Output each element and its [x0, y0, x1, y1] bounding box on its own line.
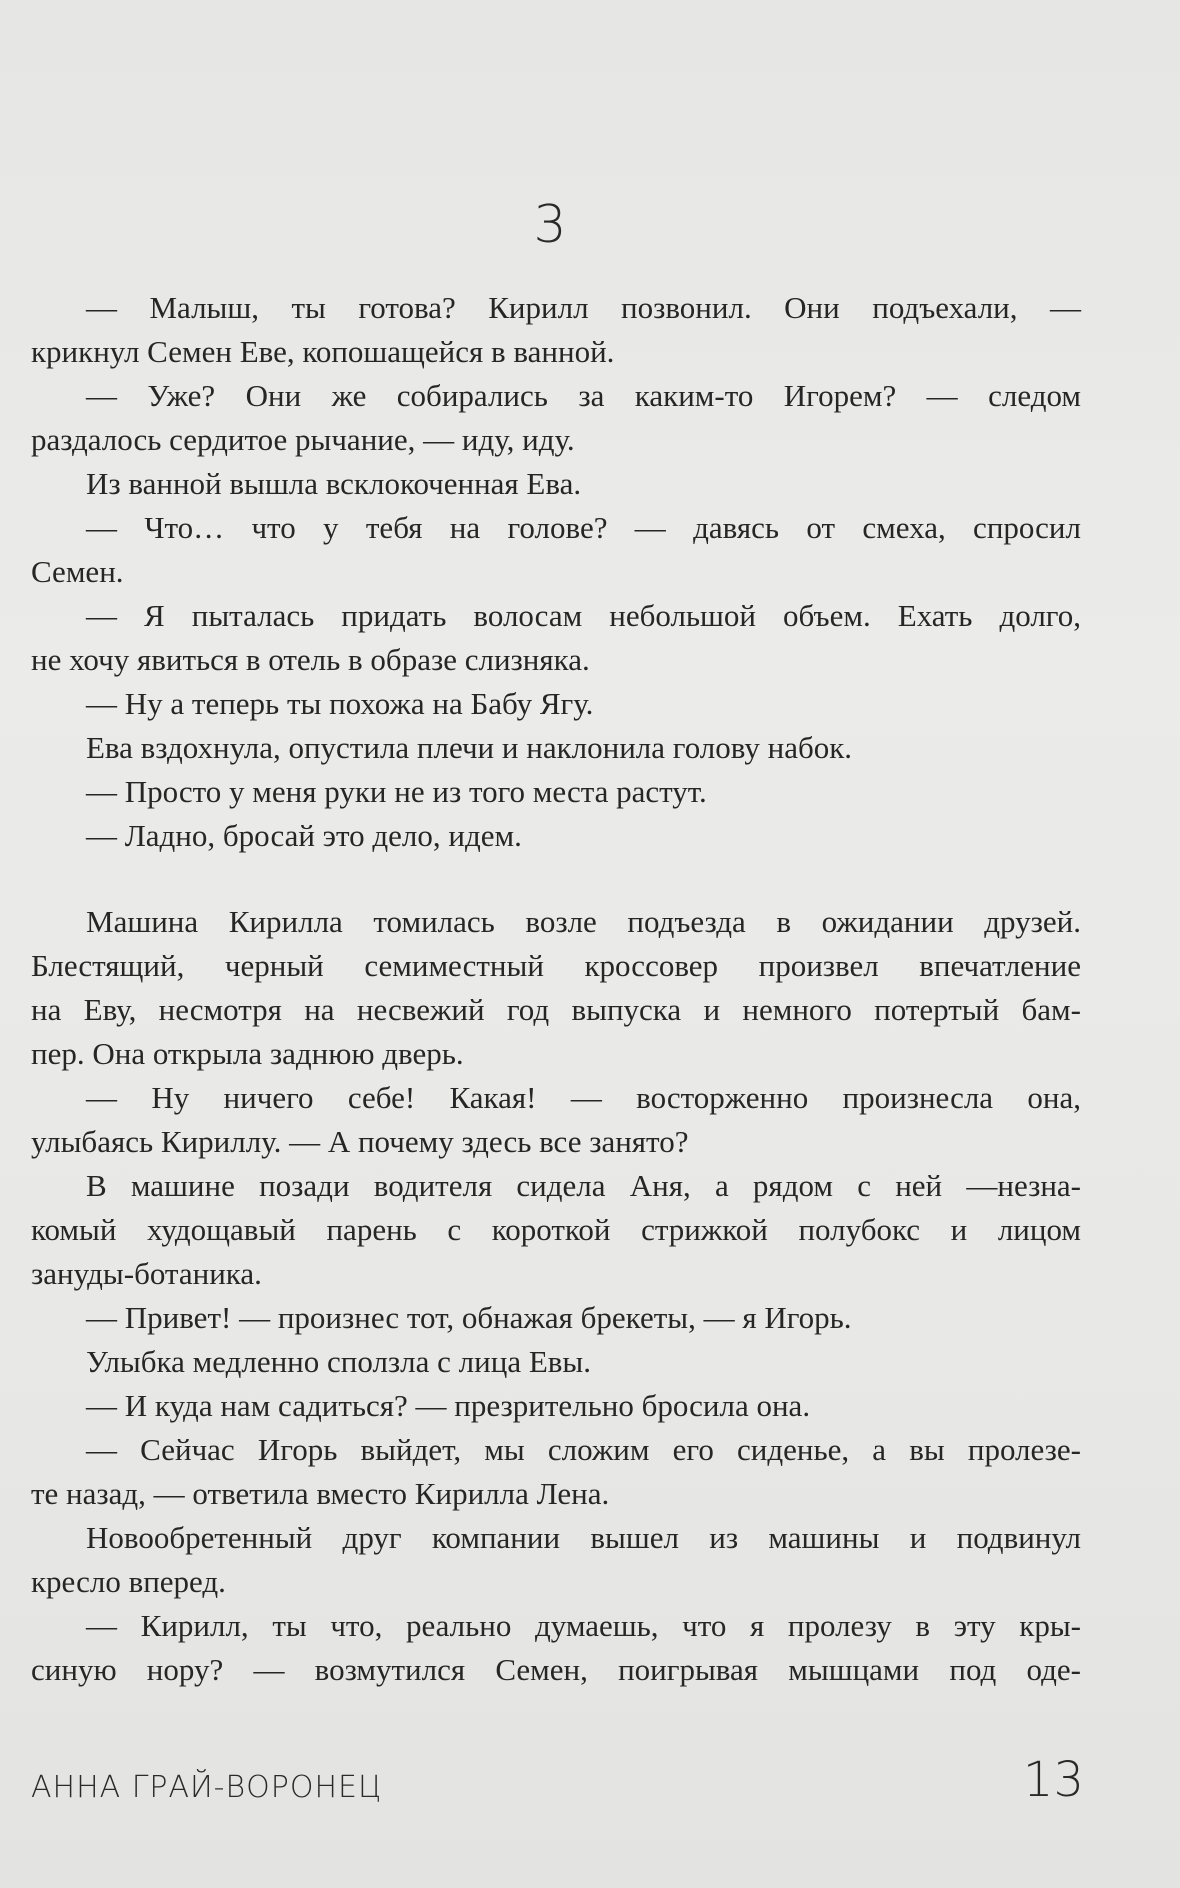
page-number: 13: [1022, 1752, 1084, 1808]
text-line: на Еву, несмотря на несвежий год выпуска и немного потертый бам-: [31, 992, 1081, 1027]
text-line: Улыбка медленно сползла с лица Евы.: [86, 1344, 591, 1379]
text-line: синую нору? — возмутился Семен, поигрывая мышцами под оде-: [31, 1652, 1081, 1687]
text-line: раздалось сердитое рычание, — иду, иду.: [31, 422, 575, 457]
text-line: Ева вздохнула, опустила плечи и наклонила голову набок.: [86, 730, 853, 765]
text-block-1: [31, 286, 1081, 858]
text-line: комый худощавый парень с короткой стрижкой полубокс и лицом: [31, 1212, 1081, 1247]
text-line: — Ну ничего себе! Какая! — восторженно произнесла она,: [86, 1080, 1081, 1115]
text-line: — Просто у меня руки не из того места растут.: [86, 774, 707, 809]
section-break: [31, 858, 1081, 900]
running-footer-author: АННА ГРАЙ-ВОРОНЕЦ: [31, 1770, 383, 1805]
text-line: — Привет! — произнес тот, обнажая брекеты, — я Игорь.: [86, 1300, 852, 1335]
text-line: Машина Кирилла томилась возле подъезда в ожидании друзей.: [86, 904, 1081, 939]
text-line: — Ладно, бросай это дело, идем.: [86, 818, 522, 853]
text-line: Семен.: [31, 554, 124, 589]
text-line: — Кирилл, ты что, реально думаешь, что я пролезу в эту кры-: [86, 1608, 1081, 1643]
text-body: [31, 286, 1081, 1692]
text-line: — Я пыталась придать волосам небольшой объем. Ехать долго,: [86, 598, 1081, 633]
text-line: крикнул Семен Еве, копошащейся в ванной.: [31, 334, 615, 369]
chapter-number: 3: [533, 195, 567, 255]
text-line: — Ну а теперь ты похожа на Бабу Ягу.: [86, 686, 594, 721]
text-line: В машине позади водителя сидела Аня, а рядом с ней —незна-: [86, 1168, 1081, 1203]
text-line: не хочу явиться в отель в образе слизняка.: [31, 642, 590, 677]
text-line: Из ванной вышла всклокоченная Ева.: [86, 466, 582, 501]
text-line: Блестящий, черный семиместный кроссовер произвел впечатление: [31, 948, 1081, 983]
text-line: — Сейчас Игорь выйдет, мы сложим его сиденье, а вы пролезе-: [86, 1432, 1081, 1467]
text-line: те назад, — ответила вместо Кирилла Лена.: [31, 1476, 610, 1511]
text-line: кресло вперед.: [31, 1564, 226, 1599]
text-line: — Что… что у тебя на голове? — давясь от смеха, спросил: [86, 510, 1081, 545]
text-block-2: [31, 900, 1081, 1692]
text-line: Новообретенный друг компании вышел из машины и подвинул: [86, 1520, 1081, 1555]
text-line: улыбаясь Кириллу. — А почему здесь все занято?: [31, 1124, 689, 1159]
text-line: — И куда нам садиться? — презрительно бросила она.: [86, 1388, 811, 1423]
text-line: пер. Она открыла заднюю дверь.: [31, 1036, 464, 1071]
text-line: — Малыш, ты готова? Кирилл позвонил. Они подъехали, —: [86, 290, 1081, 325]
text-line: — Уже? Они же собирались за каким-то Игорем? — следом: [86, 378, 1081, 413]
text-line: зануды-ботаника.: [31, 1256, 262, 1291]
